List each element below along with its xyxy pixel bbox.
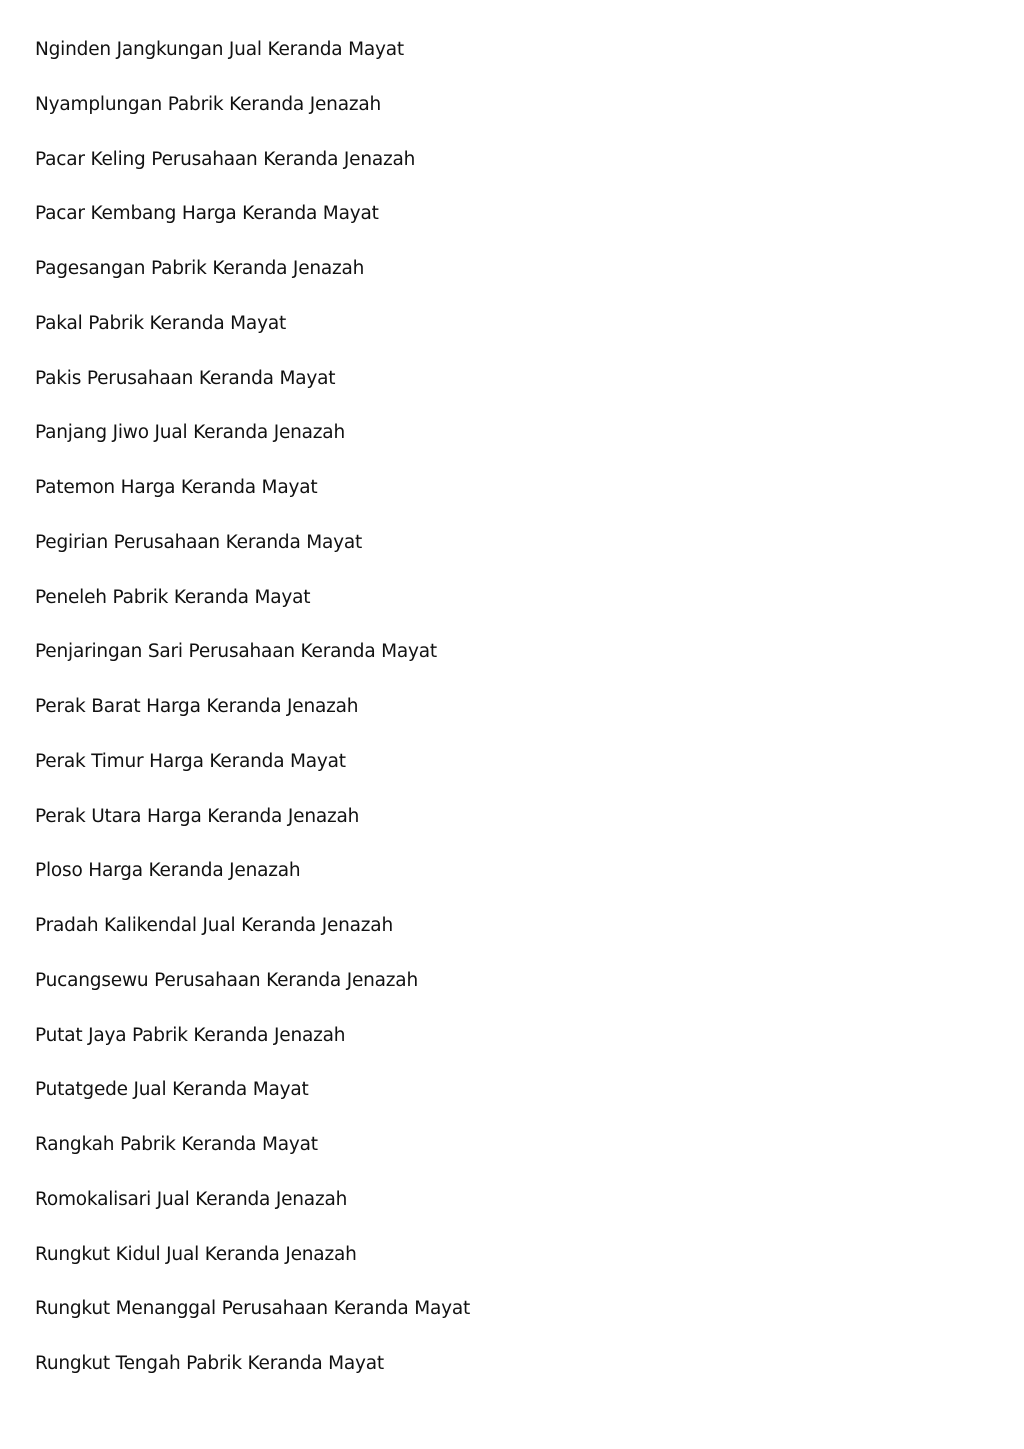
text-line: Pakis Perusahaan Keranda Mayat: [35, 367, 336, 389]
text-line: Perak Utara Harga Keranda Jenazah: [35, 805, 360, 827]
text-line: Pucangsewu Perusahaan Keranda Jenazah: [35, 969, 418, 991]
text-line: Pradah Kalikendal Jual Keranda Jenazah: [35, 915, 393, 936]
text-line: Rungkut Kidul Jual Keranda Jenazah: [35, 1243, 357, 1265]
text-line: Peneleh Pabrik Keranda Mayat: [35, 586, 311, 608]
text-line: Perak Barat Harga Keranda Jenazah: [35, 696, 359, 717]
text-line-list: [35, 37, 470, 1406]
text-line: Putatgede Jual Keranda Mayat: [35, 1079, 309, 1101]
text-line: Pacar Kembang Harga Keranda Mayat: [35, 203, 379, 225]
text-line: Romokalisari Jual Keranda Jenazah: [35, 1188, 348, 1210]
text-line: Nginden Jangkungan Jual Keranda Mayat: [35, 39, 404, 60]
text-line: Pagesangan Pabrik Keranda Jenazah: [35, 258, 365, 279]
text-line: Perak Timur Harga Keranda Mayat: [35, 750, 346, 772]
text-line: Ploso Harga Keranda Jenazah: [35, 860, 301, 882]
text-line: Rungkut Menanggal Perusahaan Keranda Mayat: [35, 1298, 471, 1320]
text-line: Rungkut Tengah Pabrik Keranda Mayat: [35, 1353, 384, 1374]
text-line: Panjang Jiwo Jual Keranda Jenazah: [35, 422, 345, 444]
text-line: Patemon Harga Keranda Mayat: [35, 477, 318, 498]
text-line: Nyamplungan Pabrik Keranda Jenazah: [35, 93, 382, 115]
text-line: Pegirian Perusahaan Keranda Mayat: [35, 531, 363, 553]
text-line: Pakal Pabrik Keranda Mayat: [35, 312, 287, 334]
text-line: Rangkah Pabrik Keranda Mayat: [35, 1134, 318, 1155]
text-line: Putat Jaya Pabrik Keranda Jenazah: [35, 1024, 346, 1046]
text-line: Pacar Keling Perusahaan Keranda Jenazah: [35, 148, 416, 170]
text-line: Penjaringan Sari Perusahaan Keranda Mayat: [35, 641, 437, 663]
